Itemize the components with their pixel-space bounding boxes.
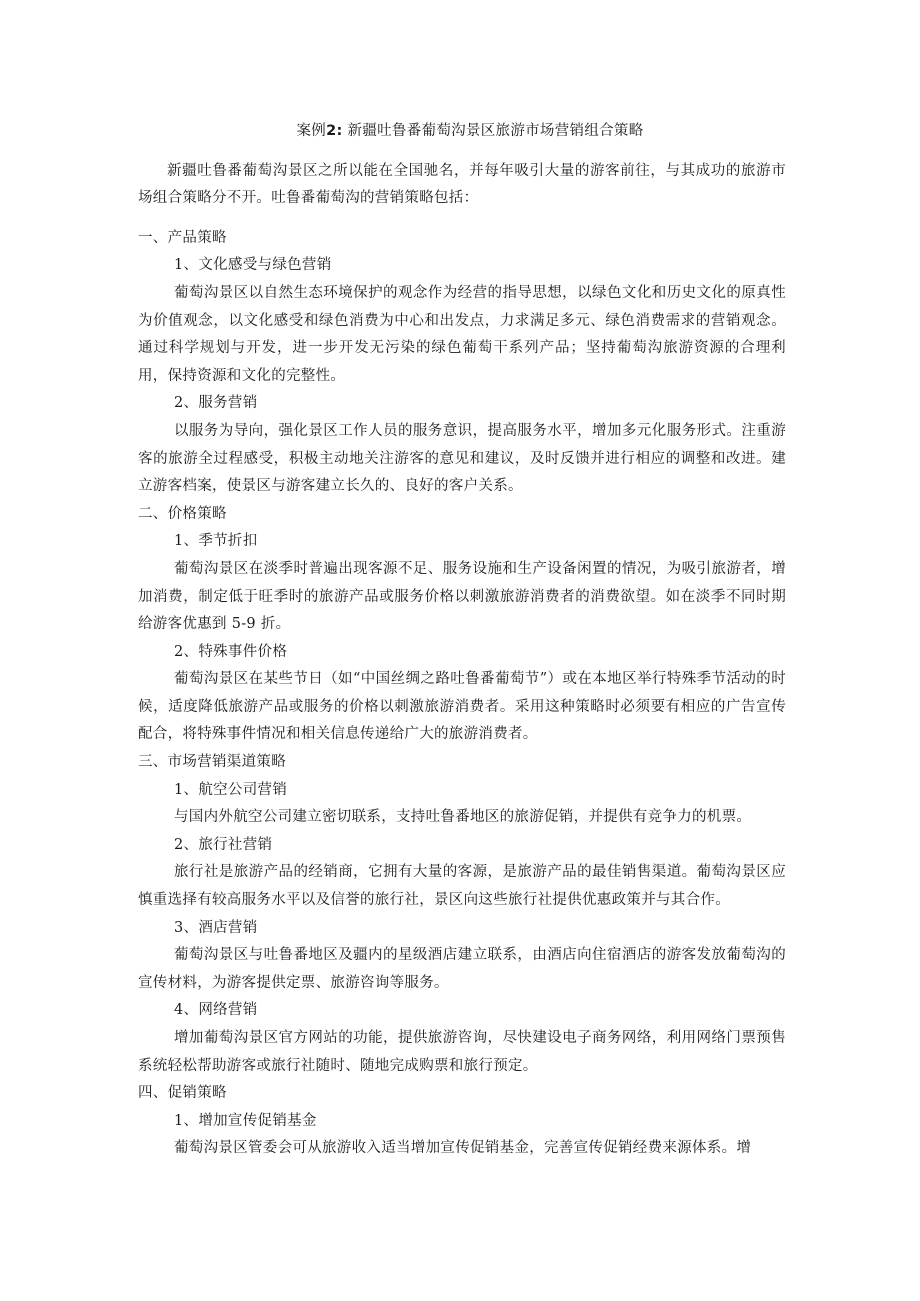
body-paragraph: 旅行社是旅游产品的经销商，它拥有大量的客源，是旅游产品的最佳销售渠道。葡萄沟景区应慎重选择有较高服务水平以及信誉的旅行社，景区向这些旅行社提供优惠政策并与其合作。 [138,864,786,909]
title-prefix: 案例 [296,123,327,139]
sub-heading: 1、文化感受与绿色营销 [174,257,332,274]
body-paragraph: 葡萄沟景区在某些节日（如“中国丝绸之路吐鲁番葡萄节”）或在本地区举行特殊季节活动的时候，适度降低旅游产品或服务的价格以刺激旅游消费者。采用这种策略时必须要有相应的广告宣传配合，将特殊事件情况和相关信息传递给广大的旅游消费者。 [138,671,786,743]
section-heading-price: 二、价格策略 [138,505,227,522]
body-paragraph: 葡萄沟景区以自然生态环境保护的观念作为经营的指导思想，以绿色文化和历史文化的原真性为价值观念，以文化感受和绿色消费为中心和出发点，力求满足多元、绿色消费需求的营销观念。通过科学规划与开发，进一步开发无污染的绿色葡萄干系列产品；坚持葡萄沟旅游资源的合理利用，保持资源和文化的完整性。 [138,284,786,384]
title-text: 新疆吐鲁番葡萄沟景区旅游市场营销组合策略 [347,123,644,139]
document-title [138,118,786,146]
body-paragraph: 增加葡萄沟景区官方网站的功能，提供旅游咨询，尽快建设电子商务网络，利用网络门票预售系统轻松帮助游客或旅行社随时、随地完成购票和旅行预定。 [138,1030,786,1074]
body-paragraph: 与国内外航空公司建立密切联系，支持吐鲁番地区的旅游促销，并提供有竞争力的机票。 [174,809,752,826]
document-page [138,118,786,1163]
body-paragraph: 葡萄沟景区管委会可从旅游收入适当增加宣传促销基金，完善宣传促销经费来源体系。增 [174,1140,752,1157]
sub-heading: 1、增加宣传促销基金 [174,1112,317,1129]
sub-heading: 1、航空公司营销 [174,781,288,798]
sub-heading: 2、服务营销 [174,395,258,412]
sub-heading: 1、季节折扣 [174,533,258,550]
body-paragraph: 葡萄沟景区与吐鲁番地区及疆内的星级酒店建立联系，由酒店向住宿酒店的游客发放葡萄沟的宣传材料，为游客提供定票、旅游咨询等服务。 [138,947,786,991]
sub-heading: 4、网络营销 [174,1002,258,1019]
section-heading-channel: 三、市场营销渠道策略 [138,754,286,771]
body-paragraph: 葡萄沟景区在淡季时普遍出现客源不足、服务设施和生产设备闲置的情况，为吸引旅游者，增加消费，制定低于旺季时的旅游产品或服务价格以刺激旅游消费者的消费欲望。如在淡季不同时期给游客优惠到 5-9 折。 [138,560,786,633]
section-heading-promotion: 四、促销策略 [138,1085,227,1102]
sub-heading: 3、酒店营销 [174,919,258,936]
sub-heading: 2、特殊事件价格 [174,643,288,660]
intro-paragraph: 新疆吐鲁番葡萄沟景区之所以能在全国驰名，并每年吸引大量的游客前往，与其成功的旅游市场组合策略分不开。吐鲁番葡萄沟的营销策略包括： [138,162,786,207]
sub-heading: 2、旅行社营销 [174,836,273,853]
section-heading-product: 一、产品策略 [138,229,227,246]
body-paragraph: 以服务为导向，强化景区工作人员的服务意识，提高服务水平，增加多元化服务形式。注重游客的旅游全过程感受，积极主动地关注游客的意见和建议，及时反馈并进行相应的调整和改进。建立游客档案，使景区与游客建立长久的、良好的客户关系。 [138,422,786,495]
title-case-number: 2: [326,123,343,139]
